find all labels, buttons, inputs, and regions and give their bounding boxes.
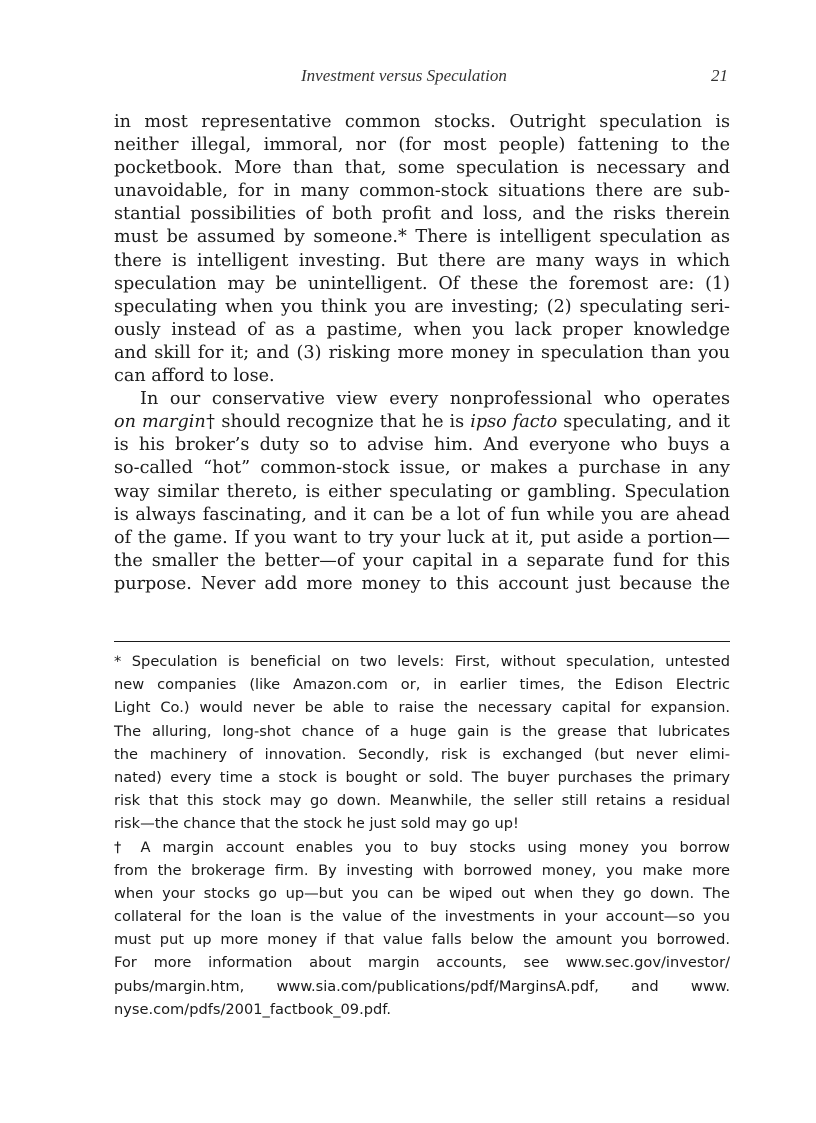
page-number: 21: [711, 66, 728, 85]
body-fragment: speculating, and it: [557, 412, 730, 433]
dagger-mark: †: [205, 412, 216, 433]
footnote-line: pubs/margin.htm, www.sia.com/publications/pdf/MarginsA.pdf, and www.: [114, 977, 730, 995]
body-line: In our conservative view every nonprofessional who operates: [140, 389, 730, 410]
body-line: speculating when you think you are investing; (2) speculating seri-: [114, 296, 730, 317]
body-line: speculation may be unintelligent. Of these the foremost are: (1): [114, 273, 730, 294]
body-text: [114, 111, 730, 596]
footnote-line: nyse.com/pdfs/2001_factbook_09.pdf.: [114, 1000, 391, 1018]
body-line: in most representative common stocks. Outright speculation is: [114, 112, 730, 132]
footnote-line: must put up more money if that value falls below the amount you borrowed.: [114, 931, 730, 949]
body-line: stantial possibilities of both profit and loss, and the risks therein: [114, 204, 730, 225]
footnote-line: † A margin account enables you to buy stocks using money you borrow: [114, 838, 730, 856]
body-line: must be assumed by someone.* There is intelligent speculation as: [114, 227, 730, 248]
body-line: pocketbook. More than that, some speculation is necessary and: [114, 158, 730, 179]
body-line: neither illegal, immoral, nor (for most people) fattening to the: [114, 135, 730, 156]
body-line: of the game. If you want to try your luck at it, put aside a portion—: [114, 527, 730, 548]
body-line: can afford to lose.: [114, 366, 275, 387]
italic-term: on margin: [114, 412, 206, 433]
footnote-divider: [114, 641, 730, 642]
running-header: [113, 64, 730, 88]
body-line: is always fascinating, and it can be a lot of fun while you are ahead: [114, 504, 730, 525]
body-line: there is intelligent investing. But there are many ways in which: [114, 250, 730, 271]
body-line: the smaller the better—of your capital in a separate fund for this: [114, 550, 730, 571]
footnote-line: new companies (like Amazon.com or, in earlier times, the Edison Electric: [114, 676, 730, 694]
footnotes: [114, 650, 730, 1021]
body-line: unavoidable, for in many common-stock situations there are sub-: [114, 181, 730, 202]
footnote-line: risk—the chance that the stock he just sold may go up!: [114, 815, 519, 833]
running-title: Investment versus Speculation: [301, 66, 507, 85]
footnote-line: nated) every time a stock is bought or sold. The buyer purchases the primary: [114, 768, 730, 786]
body-line: and skill for it; and (3) risking more money in speculation than you: [114, 342, 730, 363]
body-line: purpose. Never add more money to this account just because the: [114, 573, 730, 594]
footnote-line: collateral for the loan is the value of the investments in your account—so you: [114, 908, 730, 926]
footnote-line: when your stocks go up—but you can be wiped out when they go down. The: [114, 884, 730, 902]
footnote-line: risk that this stock may go down. Meanwhile, the seller still retains a residual: [114, 792, 730, 810]
footnote-line: from the brokerage firm. By investing with borrowed money, you make more: [114, 861, 730, 879]
italic-term: ipso facto: [470, 412, 558, 433]
body-fragment: should recognize that he is: [215, 412, 471, 433]
body-line: ously instead of as a pastime, when you lack proper knowledge: [114, 319, 730, 340]
footnote-line: the machinery of innovation. Secondly, risk is exchanged (but never elimi-: [114, 745, 730, 763]
body-line: is his broker’s duty so to advise him. And everyone who buys a: [114, 435, 730, 456]
footnote-line: Light Co.) would never be able to raise the necessary capital for expansion.: [114, 699, 730, 717]
footnote-line: The alluring, long-shot chance of a huge gain is the grease that lubricates: [114, 722, 730, 740]
body-line-with-italics: [114, 411, 730, 434]
footnote-line: For more information about margin accounts, see www.sec.gov/investor/: [114, 954, 730, 972]
body-line: way similar thereto, is either speculating or gambling. Speculation: [114, 481, 730, 502]
footnote-line: * Speculation is beneficial on two levels: First, without speculation, untested: [114, 653, 730, 670]
body-line: so-called “hot” common-stock issue, or makes a purchase in any: [114, 458, 730, 479]
